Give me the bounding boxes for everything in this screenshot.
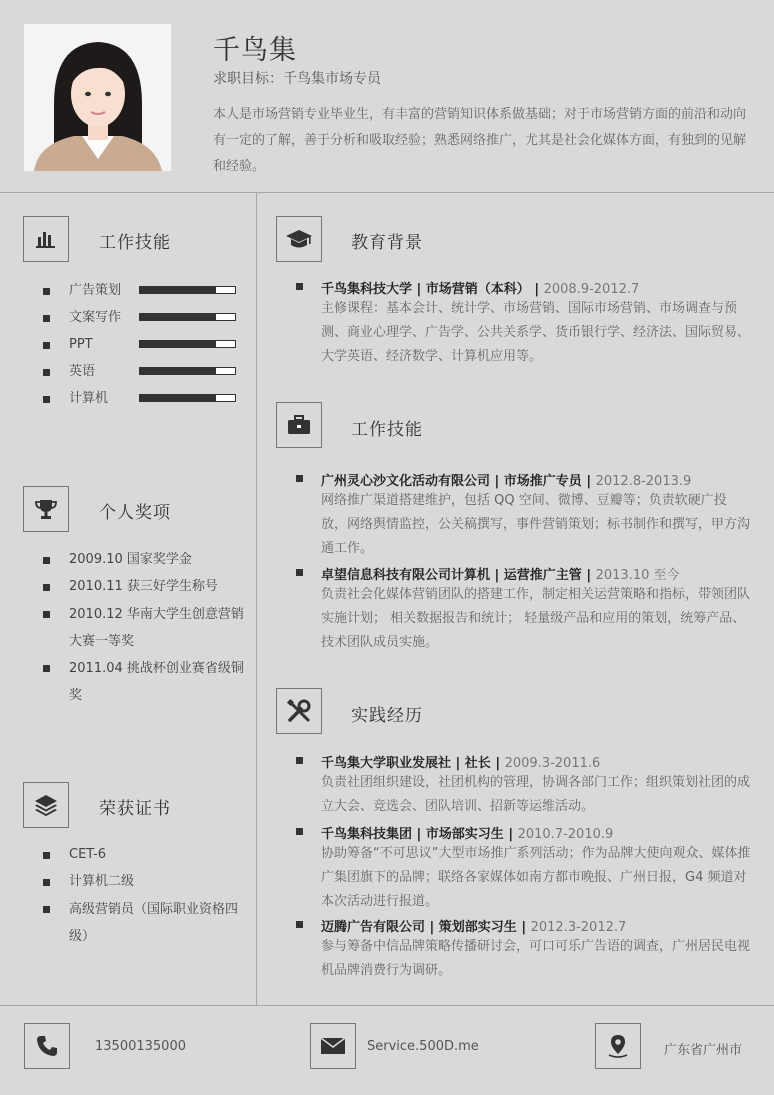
- practice-description: 负责社团组织建设，社团机构的管理，协调各部门工作；组织策划社团的成立大会、竞选会、团队培训、招新等运维活动。: [321, 775, 751, 814]
- mail-icon: [310, 1023, 356, 1069]
- list-bullet: [43, 665, 50, 672]
- self-introduction: 本人是市场营销专业毕业生，有丰富的营销知识体系做基础；对于市场营销方面的前沿和动向有一定的了解，善于分析和吸取经验；熟悉网络推广，尤其是社会化媒体方面，有独到的见解和经验。: [213, 107, 747, 174]
- skill-label: 计算机: [69, 391, 109, 406]
- list-bullet: [43, 288, 50, 295]
- certificate-item: CET-6: [69, 847, 107, 862]
- practice-entry-heading: 迈腾广告有限公司 | 策划部实习生 | 2012.3-2012.7: [321, 920, 627, 935]
- practice-entry-heading: 千鸟集科技集团 | 市场部实习生 | 2010.7-2010.9: [321, 827, 614, 842]
- award-item: 2010.12 华南大学生创意营销大赛一等奖: [69, 607, 244, 649]
- list-bullet: [296, 757, 303, 764]
- skill-level-bar: [139, 394, 236, 402]
- column-divider: [256, 192, 257, 1005]
- graduation-cap-icon: [276, 216, 322, 262]
- awards-title: 个人奖项: [99, 503, 171, 523]
- list-bullet: [43, 852, 50, 859]
- skill-label: 广告策划: [69, 283, 122, 298]
- bar-chart-icon: [23, 216, 69, 262]
- practice-title: 实践经历: [351, 706, 423, 726]
- education-description: 主修课程：基本会计、统计学、市场营销、国际市场营销、市场调查与预测、商业心理学、广告学、公共关系学、货币银行学、经济法、国际贸易、大学英语、经济数学、计算机应用等。: [321, 301, 751, 364]
- phone-icon: [24, 1023, 70, 1069]
- footer-divider: [0, 1005, 774, 1006]
- practice-date: 2009.3-2011.6: [504, 756, 601, 771]
- list-bullet: [296, 828, 303, 835]
- award-item: 2010.11 获三好学生称号: [69, 579, 218, 594]
- skill-label: 文案写作: [69, 310, 122, 325]
- list-bullet: [43, 315, 50, 322]
- skill-level-bar: [139, 367, 236, 375]
- education-title: 教育背景: [351, 233, 423, 253]
- candidate-name: 千鸟集: [213, 35, 297, 66]
- practice-date: 2012.3-2012.7: [530, 920, 627, 935]
- briefcase-icon: [276, 402, 322, 448]
- work-description: 网络推广渠道搭建维护，包括 QQ 空间、微博、豆瓣等；负责软硬广投放，网络舆情监控，公关稿撰写，事件营销策划；标书制作和撰写，甲方沟通工作。: [321, 493, 751, 556]
- location-text: 广东省广州市: [664, 1043, 743, 1058]
- work-entry-heading: 卓望信息科技有限公司计算机 | 运营推广主管 | 2013.10 至今: [321, 568, 680, 583]
- skills-title: 工作技能: [99, 233, 171, 253]
- award-item: 2009.10 国家奖学金: [69, 552, 192, 567]
- profile-photo: [24, 24, 171, 171]
- list-bullet: [43, 584, 50, 591]
- practice-description: 参与筹备中信品牌策略传播研讨会，可口可乐广告语的调查，广州居民电视机品牌消费行为调研。: [321, 939, 751, 978]
- list-bullet: [43, 342, 50, 349]
- email-address[interactable]: Service.500D.me: [367, 1039, 479, 1054]
- work-description: 负责社会化媒体营销团队的搭建工作，制定相关运营策略和指标，带领团队实施计划； 相关数据报告和统计； 轻量级产品和应用的策划，统筹产品、技术团队成员实施。: [321, 587, 751, 650]
- list-bullet: [296, 921, 303, 928]
- education-date: 2008.9-2012.7: [543, 282, 640, 297]
- award-item: 2011.04 挑战杯创业赛省级铜奖: [69, 661, 244, 703]
- work-entry-heading: 广州灵心沙文化活动有限公司 | 市场推广专员 | 2012.8-2013.9: [321, 474, 692, 489]
- work-date: 2013.10 至今: [595, 568, 680, 583]
- job-target: 求职目标：千鸟集市场专员: [213, 71, 381, 87]
- certificate-item: 计算机二级: [69, 874, 135, 889]
- list-bullet: [296, 569, 303, 576]
- list-bullet: [296, 283, 303, 290]
- skill-label: 英语: [69, 364, 96, 379]
- work-title: 工作技能: [351, 420, 423, 440]
- list-bullet: [43, 906, 50, 913]
- certificates-title: 荣获证书: [99, 799, 171, 819]
- list-bullet: [43, 879, 50, 886]
- list-bullet: [43, 557, 50, 564]
- list-bullet: [43, 396, 50, 403]
- education-entry-heading: 千鸟集科技大学 | 市场营销（本科） | 2008.9-2012.7: [321, 282, 640, 297]
- practice-entry-heading: 千鸟集大学职业发展社 | 社长 | 2009.3-2011.6: [321, 756, 601, 771]
- location-pin-icon: [595, 1023, 641, 1069]
- practice-date: 2010.7-2010.9: [517, 827, 614, 842]
- list-bullet: [296, 475, 303, 482]
- layers-icon: [23, 782, 69, 828]
- work-date: 2012.8-2013.9: [595, 474, 692, 489]
- tools-icon: [276, 688, 322, 734]
- list-bullet: [43, 611, 50, 618]
- trophy-icon: [23, 486, 69, 532]
- skill-level-bar: [139, 340, 236, 348]
- practice-description: 协助筹备“不可思议”大型市场推广系列活动；作为品牌大使向观众、媒体推广集团旗下的品牌；联络各家媒体如南方都市晚报、广州日报，G4 频道对本次活动进行报道。: [321, 846, 751, 909]
- list-bullet: [43, 369, 50, 376]
- skill-level-bar: [139, 313, 236, 321]
- skill-level-bar: [139, 286, 236, 294]
- header-divider: [0, 192, 774, 193]
- skill-label: PPT: [69, 337, 93, 352]
- phone-number[interactable]: 13500135000: [95, 1039, 186, 1054]
- certificate-item: 高级营销员（国际职业资格四级）: [69, 902, 239, 944]
